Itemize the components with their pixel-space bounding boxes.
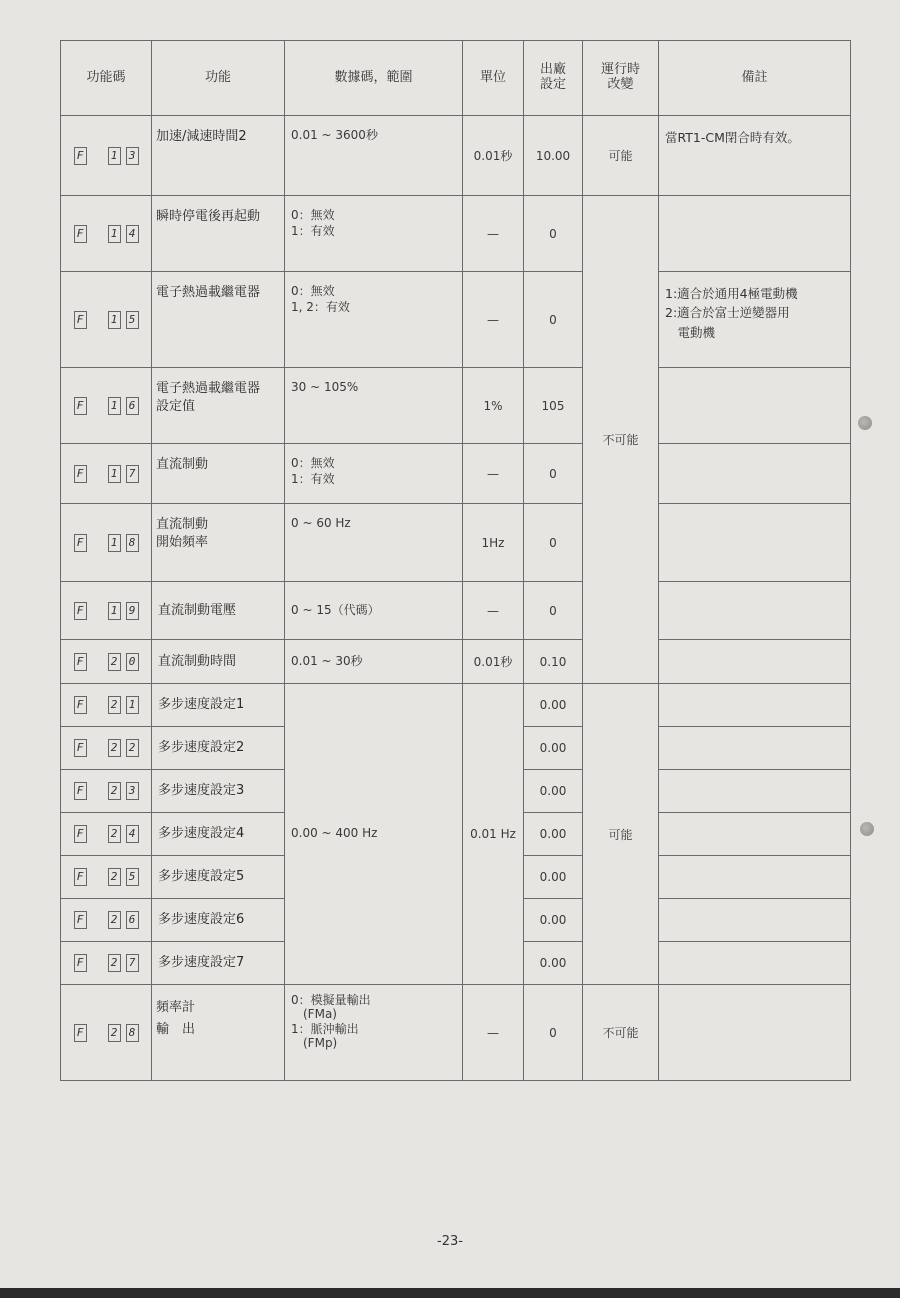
- function-code: [61, 770, 152, 813]
- default-value: 0.00: [524, 770, 583, 813]
- default-value: 0.00: [524, 813, 583, 856]
- unit-value: 0.01秒: [463, 116, 524, 196]
- function-code: [61, 196, 152, 272]
- function-name: 多步速度設定7: [152, 942, 285, 985]
- lcd-code-display: F 2 0: [74, 653, 139, 671]
- default-value: 0.00: [524, 942, 583, 985]
- default-value: 0.10: [524, 640, 583, 684]
- unit-value: —: [463, 444, 524, 504]
- range-value: 0 ~ 60 Hz: [285, 504, 463, 582]
- function-name: 多步速度設定5: [152, 856, 285, 899]
- function-code: [61, 684, 152, 727]
- function-code: [61, 368, 152, 444]
- default-value: 0.00: [524, 856, 583, 899]
- function-code: [61, 813, 152, 856]
- function-name: 頻率計 輸 出: [152, 985, 285, 1081]
- default-value: 0: [524, 985, 583, 1081]
- lcd-code-display: F 2 2: [74, 739, 139, 757]
- function-code: [61, 640, 152, 684]
- default-value: 0: [524, 272, 583, 368]
- unit-value: —: [463, 272, 524, 368]
- unit-value: 1Hz: [463, 504, 524, 582]
- function-name: 瞬時停電後再起動: [152, 196, 285, 272]
- function-code: [61, 116, 152, 196]
- function-name: 多步速度設定4: [152, 813, 285, 856]
- lcd-code-display: F 1 9: [74, 602, 139, 620]
- lcd-code-display: F 1 7: [74, 465, 139, 483]
- range-value: 0.01 ~ 30秒: [285, 640, 463, 684]
- range-value: 0.00 ~ 400 Hz: [285, 684, 463, 985]
- table-row: [61, 272, 851, 368]
- note-text: [659, 942, 851, 985]
- note-text: [659, 196, 851, 272]
- unit-value: 1%: [463, 368, 524, 444]
- note-text: 當RT1-CM閉合時有效。: [659, 116, 851, 196]
- function-name: 多步速度設定3: [152, 770, 285, 813]
- runtime-value: 可能: [583, 116, 659, 196]
- function-name: 直流制動 開始頻率: [152, 504, 285, 582]
- table-row: [61, 582, 851, 640]
- note-text: [659, 856, 851, 899]
- runtime-value: 不可能: [583, 985, 659, 1081]
- default-value: 0: [524, 582, 583, 640]
- header-function: 功能: [152, 41, 285, 116]
- note-text: [659, 504, 851, 582]
- table-row: [61, 116, 851, 196]
- header-unit: 單位: [463, 41, 524, 116]
- parameter-table: [60, 40, 851, 1081]
- function-code: [61, 504, 152, 582]
- range-value: 0 ~ 15（代碼）: [285, 582, 463, 640]
- note-text: [659, 813, 851, 856]
- note-text: [659, 582, 851, 640]
- function-code: [61, 727, 152, 770]
- runtime-value: 不可能: [583, 196, 659, 684]
- function-name: 加速/減速時間2: [152, 116, 285, 196]
- function-code: [61, 985, 152, 1081]
- table-row: [61, 640, 851, 684]
- function-code: [61, 582, 152, 640]
- lcd-code-display: F 1 3: [74, 147, 139, 165]
- header-note: 備註: [659, 41, 851, 116]
- default-value: 0: [524, 444, 583, 504]
- unit-value: —: [463, 582, 524, 640]
- lcd-code-display: F 1 5: [74, 311, 139, 329]
- lcd-code-display: F 1 4: [74, 225, 139, 243]
- lcd-code-display: F 1 8: [74, 534, 139, 552]
- default-value: 0: [524, 504, 583, 582]
- range-value: 30 ~ 105%: [285, 368, 463, 444]
- header-code: 功能碼: [61, 41, 152, 116]
- default-value: 10.00: [524, 116, 583, 196]
- table-row: [61, 504, 851, 582]
- table-row: [61, 196, 851, 272]
- note-text: [659, 444, 851, 504]
- function-code: [61, 899, 152, 942]
- lcd-code-display: F 2 3: [74, 782, 139, 800]
- note-text: 1:適合於通用4極電動機 2:適合於富士逆變器用 電動機: [659, 272, 851, 368]
- table-row: [61, 444, 851, 504]
- header-default: 出廠 設定: [524, 41, 583, 116]
- default-value: 0.00: [524, 684, 583, 727]
- function-name: 直流制動時間: [152, 640, 285, 684]
- function-name: 多步速度設定1: [152, 684, 285, 727]
- table-row: [61, 985, 851, 1081]
- runtime-value: 可能: [583, 684, 659, 985]
- note-text: [659, 684, 851, 727]
- range-value: 0：無效 1, 2：有效: [285, 272, 463, 368]
- header-runtime: 運行時 改變: [583, 41, 659, 116]
- unit-value: —: [463, 985, 524, 1081]
- note-text: [659, 368, 851, 444]
- note-text: [659, 899, 851, 942]
- unit-value: —: [463, 196, 524, 272]
- lcd-code-display: F 2 5: [74, 868, 139, 886]
- lcd-code-display: F 2 7: [74, 954, 139, 972]
- unit-value: 0.01秒: [463, 640, 524, 684]
- function-name: 直流制動電壓: [152, 582, 285, 640]
- note-text: [659, 770, 851, 813]
- function-name: 直流制動: [152, 444, 285, 504]
- scan-edge: [0, 1288, 900, 1298]
- note-text: [659, 727, 851, 770]
- function-name: 多步速度設定2: [152, 727, 285, 770]
- default-value: 0: [524, 196, 583, 272]
- binder-hole: [858, 416, 872, 430]
- header-range: 數據碼，範圍: [285, 41, 463, 116]
- table-row: [61, 684, 851, 727]
- binder-hole: [860, 822, 874, 836]
- range-value: 0：模擬量輸出 (FMa) 1：脈沖輸出 (FMp): [285, 985, 463, 1081]
- lcd-code-display: F 2 8: [74, 1024, 139, 1042]
- default-value: 0.00: [524, 727, 583, 770]
- function-name: 多步速度設定6: [152, 899, 285, 942]
- lcd-code-display: F 2 6: [74, 911, 139, 929]
- unit-value: 0.01 Hz: [463, 684, 524, 985]
- function-code: [61, 942, 152, 985]
- lcd-code-display: F 2 1: [74, 696, 139, 714]
- function-code: [61, 856, 152, 899]
- function-name: 電子熱過載繼電器: [152, 272, 285, 368]
- default-value: 105: [524, 368, 583, 444]
- function-name: 電子熱過載繼電器 設定值: [152, 368, 285, 444]
- note-text: [659, 640, 851, 684]
- table-header-row: [61, 41, 851, 116]
- table-row: [61, 368, 851, 444]
- lcd-code-display: F 1 6: [74, 397, 139, 415]
- function-code: [61, 272, 152, 368]
- note-text: [659, 985, 851, 1081]
- range-value: 0.01 ~ 3600秒: [285, 116, 463, 196]
- range-value: 0：無效 1：有效: [285, 444, 463, 504]
- page-number: -23-: [437, 1234, 463, 1249]
- default-value: 0.00: [524, 899, 583, 942]
- function-code: [61, 444, 152, 504]
- lcd-code-display: F 2 4: [74, 825, 139, 843]
- range-value: 0：無效 1：有效: [285, 196, 463, 272]
